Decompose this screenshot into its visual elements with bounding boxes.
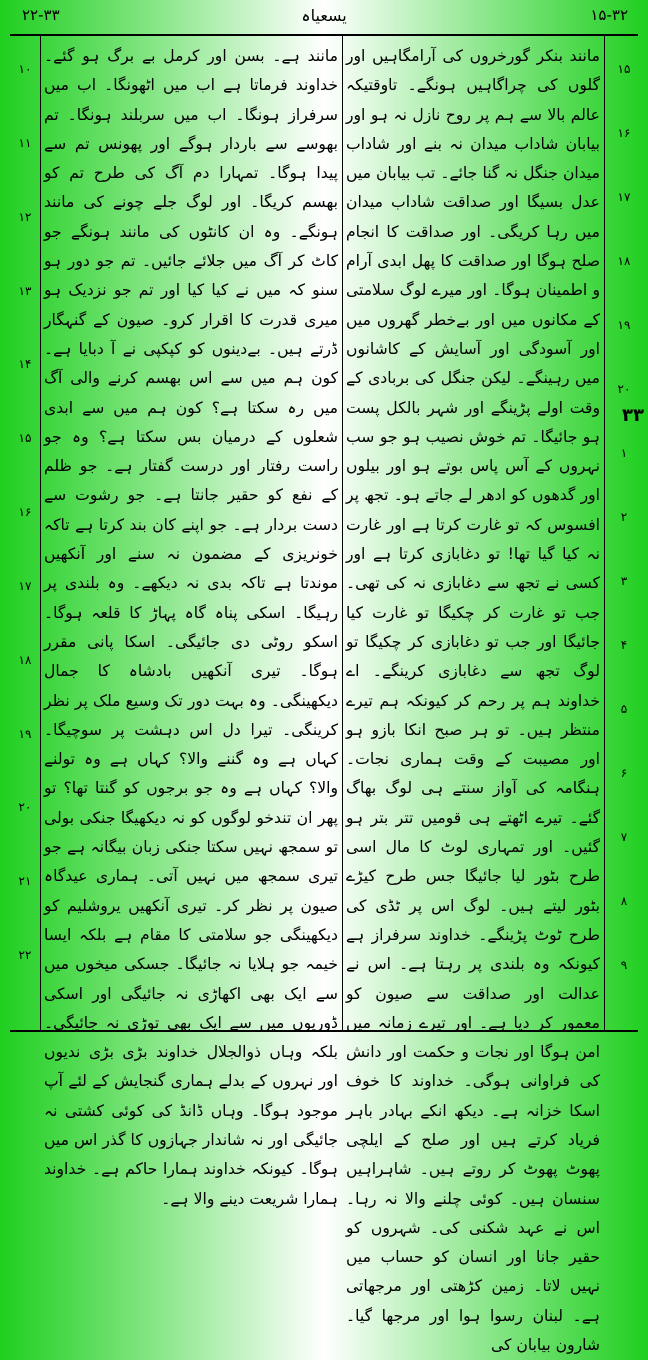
right-verse-number: ۷ xyxy=(620,830,628,844)
right-text-column xyxy=(346,42,600,1355)
left-verse-number: ۱۴ xyxy=(18,357,32,371)
chapter-marker: ۳۳ xyxy=(622,405,644,426)
right-gutter-divider xyxy=(604,36,605,1030)
left-verse-number: ۱۶ xyxy=(18,505,32,519)
left-verse-number: ۱۸ xyxy=(18,653,32,667)
right-verse-number: ۱۹ xyxy=(617,318,631,332)
center-column-divider xyxy=(342,36,343,1030)
left-verse-number: ۱۲ xyxy=(18,210,32,224)
right-verse-number: ۲۰ xyxy=(617,382,631,396)
left-text-column xyxy=(44,42,338,1208)
book-title: یسعیاہ xyxy=(301,6,347,25)
left-verse-number: ۲۰ xyxy=(18,800,32,814)
right-verse-number: ۳ xyxy=(620,574,628,588)
left-verse-number: ۱۵ xyxy=(18,431,32,445)
right-column-text: مانند بنکر گورخروں کی آرامگاہیں اور گلوں کی چراگاہیں ہونگے۔ تاوقتیکہ عالم بالا سے ہم پر روح نازل نہ ہو اور بیابان شاداب میدان نہ بنے اور شاداب میدان جنگل نہ گنا جائے۔ تب بیابان میں عدل بسیگا اور صداقت شاداب میدان میں رہا کریگی۔ اور صداقت کا انجام صلح ہوگا اور صداقت کا پھل ابدی آرام و اطمینان ہوگا۔ اور میرے لوگ سلامتی کے مکانوں میں اور بےخطر گھروں میں اور آسودگی اور آسایش کے کاشانوں میں رہینگے۔ لیکن جنگل کی بربادی کے وقت اولے پڑینگے اور شہر بالکل پست ہو جائیگا۔ تم خوش نصیب ہو جو سب نہروں کے آس پاس بوتے ہو اور بیلوں اور گدھوں کو ادھر لے جاتے ہو۔ تجھ پر افسوس کہ تو غارت کرتا ہے اور غارت نہ کیا گیا تھا! تو دغابازی کرتا ہے اور کسی نے تجھ سے دغابازی نہ کی تھی۔ جب تو غارت کر چکیگا تو غارت کیا جائیگا اور جب تو دغابازی کر چکیگا تو لوگ تجھ سے دغابازی کرینگے۔ اے خداوند ہم پر رحم کر کیونکہ ہم تیرے منتظر ہیں۔ تو ہر صبح انکا بازو ہو اور مصیبت کے وقت ہماری نجات۔ ہنگامہ کی آواز سنتے ہی لوگ بھاگ گئے۔ تیرے اٹھتے ہی قومیں تتر بتر ہو گئیں۔ اور تمہاری لوٹ کا مال اسی طرح بٹور لیا جائیگا جس طرح کیڑے بٹور لیتے ہیں۔ لوگ اس پر ٹڈی کی طرح ٹوٹ پڑینگے۔ خداوند سرفراز ہے کیونکہ وہ بلندی پر رہتا ہے۔ اس نے عدالت اور صداقت سے صیون کو معمور کر دیا ہے۔ اور تیرے زمانہ میں امن ہوگا اور نجات و حکمت اور دانش کی فراوانی ہوگی۔ خداوند کا خوف اسکا خزانہ ہے۔ دیکھ انکے بہادر باہر فریاد کرتے ہیں اور صلح کے ایلچی پھوٹ پھوٹ کر روتے ہیں۔ شاہراہیں سنسان ہیں۔ کوئی چلنے والا نہ رہا۔ اس نے عہد شکنی کی۔ شہروں کو حقیر جانا اور انسان کو حساب میں نہیں لاتا۔ زمین کڑھتی اور مرجھاتی ہے۔ لبنان رسوا ہوا اور مرجھا گیا۔ شارون بیابان کی xyxy=(346,47,600,1355)
right-verse-number: ۱۵ xyxy=(617,62,631,76)
left-verse-number: ۱۹ xyxy=(18,727,32,741)
left-verse-number: ۱۷ xyxy=(18,579,32,593)
right-verse-gutter xyxy=(606,42,642,1027)
right-verse-number: ۲ xyxy=(620,510,628,524)
right-verse-number: ۱۶ xyxy=(617,126,631,140)
left-verse-number: ۱۳ xyxy=(18,284,32,298)
page-header xyxy=(0,0,648,36)
left-verse-number: ۱۱ xyxy=(18,136,32,150)
right-verse-number: ۶ xyxy=(620,766,628,780)
right-verse-number: ۱ xyxy=(620,446,628,460)
header-rule xyxy=(10,34,638,36)
right-verse-number: ۵ xyxy=(620,702,628,716)
right-verse-number: ۱۷ xyxy=(617,190,631,204)
right-verse-number: ۴ xyxy=(620,638,628,652)
left-verse-number: ۲۱ xyxy=(18,874,32,888)
right-verse-number: ۱۸ xyxy=(617,254,631,268)
left-verse-number: ۲۲ xyxy=(18,948,32,962)
left-column-text: مانند ہے۔ بسن اور کرمل بے برگ ہو گئے۔ خداوند فرماتا ہے اب میں اٹھونگا۔ اب میں سرفراز ہونگا۔ اب میں سربلند ہونگا۔ تم بھوسے سے باردار ہوگے اور پھونس تم سے پیدا ہوگا۔ تمہارا دم آگ کی طرح تم کو بھسم کریگا۔ اور لوگ جلے چونے کی مانند ہونگے۔ وہ ان کانٹوں کی مانند ہونگے جو کاٹ کر آگ میں جلائے جائیں۔ تم جو دور ہو سنو کہ میں نے کیا کیا اور تم جو نزدیک ہو میری قدرت کا اقرار کرو۔ صیون کے گنہگار ڈرتے ہیں۔ بےدینوں کو کپکپی نے آ دبایا ہے۔ کون ہم میں سے اس بھسم کرنے والی آگ میں رہ سکتا ہے؟ کون ہم میں سے ابدی شعلوں کے درمیان بس سکتا ہے؟ وہ جو راست رفتار اور درست گفتار ہے۔ جو ظلم کے نفع کو حقیر جانتا ہے۔ جو رشوت سے دست بردار ہے۔ جو اپنے کان بند کرتا ہے تاکہ خونریزی کے مضمون نہ سنے اور آنکھیں موندتا ہے تاکہ بدی نہ دیکھے۔ وہ بلندی پر رہیگا۔ اسکی پناہ گاہ پہاڑ کا قلعہ ہوگا۔ اسکو روٹی دی جائیگی۔ اسکا پانی مقرر ہوگا۔ تیری آنکھیں بادشاہ کا جمال دیکھینگی۔ وہ بہت دور تک وسیع ملک پر نظر کرینگی۔ تیرا دل اس دہشت پر سوچیگا۔ کہاں ہے وہ گننے والا؟ کہاں ہے وہ تولنے والا؟ کہاں ہے وہ جو برجوں کو گنتا تھا؟ تو پھر ان تندخو لوگوں کو نہ دیکھیگا جنکی بولی تو سمجھ نہیں سکتا جنکی زبان بیگانہ ہے جو تیری سمجھ میں نہیں آتی۔ ہماری عیدگاہ صیون پر نظر کر۔ تیری آنکھیں یروشلیم کو دیکھینگی جو سلامتی کا مقام ہے بلکہ ایسا خیمہ جو ہلایا نہ جائیگا۔ جسکی میخوں میں سے ایک بھی اکھاڑی نہ جائیگی اور اسکی ڈوریوں میں سے ایک بھی توڑی نہ جائیگی۔ بلکہ وہاں ذوالجلال خداوند بڑی بڑی ندیوں اور نہروں کے بدلے ہماری گنجایش کے لئے آپ موجود ہوگا۔ وہاں ڈانڈ کی کوئی کشتی نہ جائیگی اور نہ شاندار جہازوں کا گذر اس میں ہوگا۔ کیونکہ خداوند ہمارا حاکم ہے۔ خداوند ہمارا شریعت دینے والا ہے۔ xyxy=(44,47,338,1208)
left-chapter-reference: ۲۲-۳۳ xyxy=(22,6,60,24)
right-chapter-reference: ۱۵-۳۲ xyxy=(590,6,628,24)
left-gutter-divider xyxy=(40,36,41,1030)
left-verse-number: ۱۰ xyxy=(18,62,32,76)
right-verse-number: ۸ xyxy=(620,894,628,908)
right-verse-number: ۹ xyxy=(620,958,628,972)
left-verse-gutter xyxy=(10,42,40,1027)
